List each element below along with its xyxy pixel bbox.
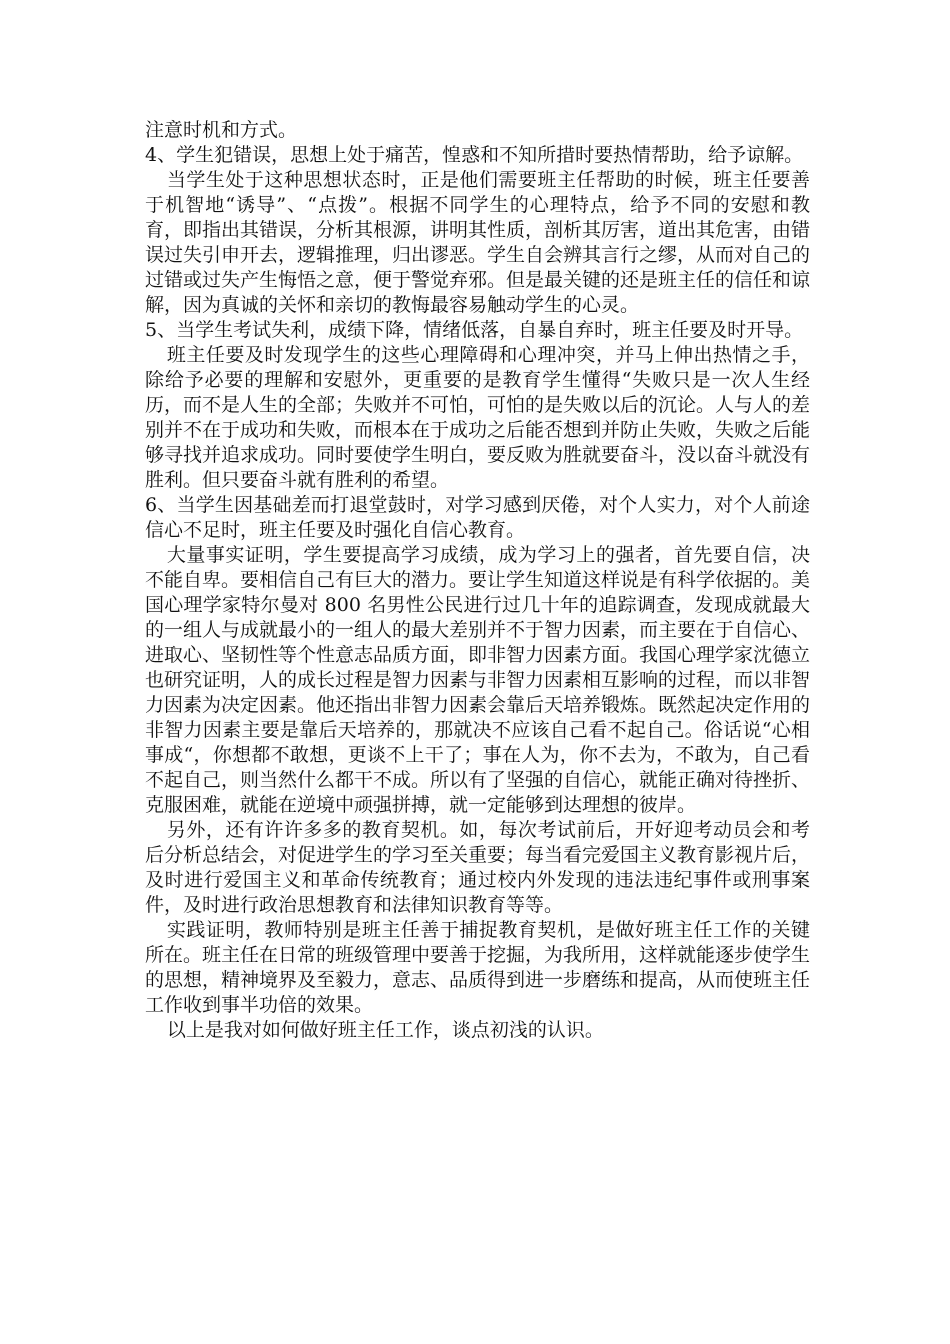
paragraph-body: 当学生处于这种思想状态时，正是他们需要班主任帮助的时候，班主任要善于机智地“诱导”、“点拨”。根据不同学生的心理特点，给予不同的安慰和教育，即指出其错误，分析其根源，讲明其性质，剖析其厉害，道出其危害，由错误过失引申开去，逻辑推理，归出谬恶。学生自会辨其言行之缪，从而对自己的过错或过失产生悔悟之意，便于警觉弃邪。但是最关键的还是班主任的信任和谅解，因为真诚的关怀和亲切的教悔最容易触动学生的心灵。	[145, 169, 811, 316]
paragraph-body: 另外，还有许许多多的教育契机。如，每次考试前后，开好迎考动员会和考后分析总结会，对促进学生的学习至关重要；每当看完爱国主义教育影视片后，及时进行爱国主义和革命传统教育；通过校内外发现的违法违纪事件或刑事案件，及时进行政治思想教育和法律知识教育等等。	[145, 819, 811, 916]
paragraph-conclusion: 以上是我对如何做好班主任工作，谈点初浅的认识。	[166, 1019, 604, 1041]
paragraph-body: 实践证明，教师特别是班主任善于捕捉教育契机，是做好班主任工作的关键所在。班主任在日常的班级管理中要善于挖掘，为我所用，这样就能逐步使学生的思想，精神境界及至毅力，意志、品质得到进一步磨练和提高，从而使班主任工作收到事半功倍的效果。	[145, 919, 811, 1016]
paragraph-continuation: 注意时机和方式。	[145, 119, 298, 141]
document-body	[145, 118, 810, 1043]
paragraph-heading-6: 6、当学生因基础差而打退堂鼓时，对学习感到厌倦，对个人实力，对个人前途信心不足时，班主任要及时强化自信心教育。	[145, 494, 810, 541]
paragraph-heading-4: 4、学生犯错误，思想上处于痛苦，惶惑和不知所措时要热情帮助，给予谅解。	[145, 144, 804, 166]
paragraph-heading-5: 5、当学生考试失利，成绩下降，情绪低落，自暴自弃时，班主任要及时开导。	[145, 319, 804, 341]
paragraph-body: 大量事实证明，学生要提高学习成绩，成为学习上的强者，首先要自信，决不能自卑。要相信自己有巨大的潜力。要让学生知道这样说是有科学依据的。美国心理学家特尔曼对 800 名男性公民进行过几十年的追踪调查，发现成就最大的一组人与成就最小的一组人的最大差别并不于智力因素，而主要在于自信心、进取心、坚韧性等个性意志品质方面，即非智力因素方面。我国心理学家沈德立也研究证明，人的成长过程是智力因素与非智力因素相互影响的过程，而以非智力因素为决定因素。他还指出非智力因素会靠后天培养锻炼。既然起决定作用的非智力因素主要是靠后天培养的，那就决不应该自己看不起自己。俗话说“心相事成“，你想都不敢想，更谈不上干了；事在人为，你不去为，不敢为，自己看不起自己，则当然什么都干不成。所以有了坚强的自信心，就能正确对待挫折、克服困难，就能在逆境中顽强拼搏，就一定能够到达理想的彼岸。	[145, 544, 811, 816]
paragraph-body: 班主任要及时发现学生的这些心理障碍和心理冲突，并马上伸出热情之手，除给予必要的理解和安慰外，更重要的是教育学生懂得“失败只是一次人生经历，而不是人生的全部；失败并不可怕，可怕的是失败以后的沉论。人与人的差别并不在于成功和失败，而根本在于成功之后能否想到并防止失败，失败之后能够寻找并追求成功。同时要使学生明白，要反败为胜就要奋斗，没以奋斗就没有胜利。但只要奋斗就有胜利的希望。	[145, 344, 811, 491]
